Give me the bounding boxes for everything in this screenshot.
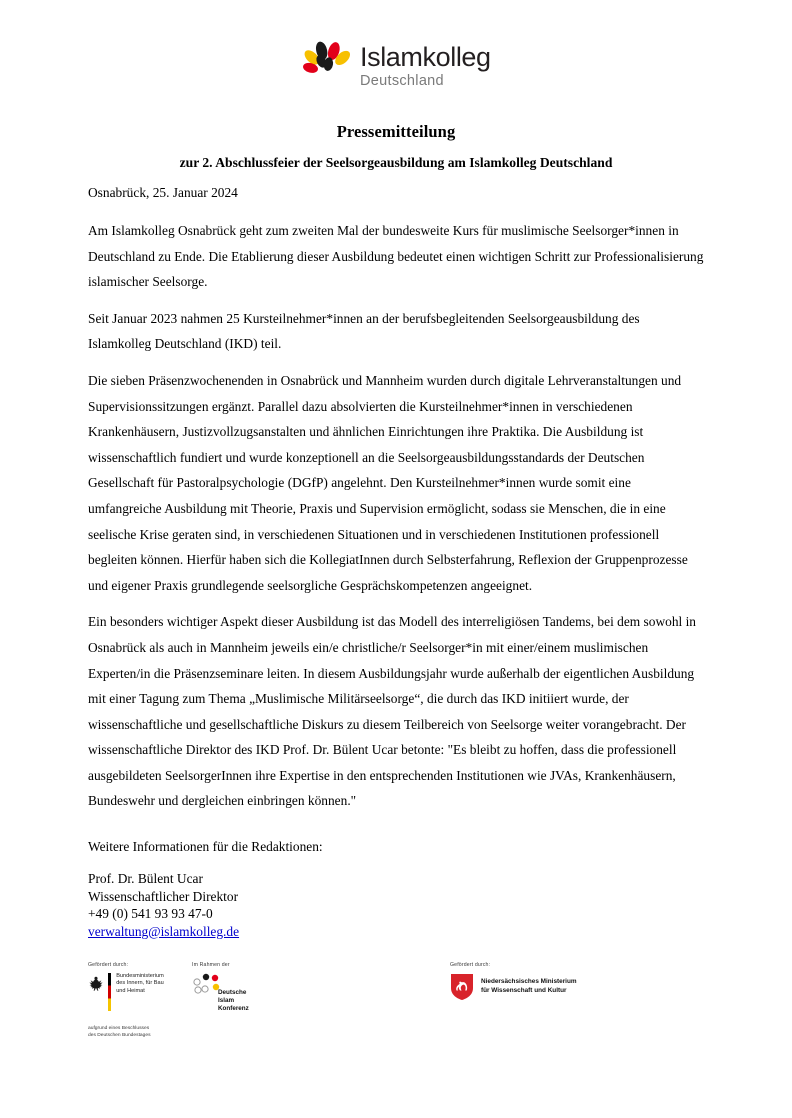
bundestag-note-line1: aufgrund eines Beschlusses bbox=[88, 1026, 150, 1031]
contact-role: Wissenschaftlicher Direktor bbox=[88, 888, 239, 904]
dik-label-line2: Islam bbox=[218, 997, 235, 1005]
bmi-label-line2: des Innern, für Bau bbox=[116, 980, 164, 987]
contact-phone: +49 (0) 541 93 93 47-0 bbox=[88, 906, 213, 922]
body-paragraph-2: Seit Januar 2023 nahmen 25 Kursteilnehmer*innen an der berufsbegleitenden Seelsorgeausbildung des Islamkolleg Deutschland (IKD) teil. bbox=[88, 310, 640, 352]
dik-label-line1: Deutsche bbox=[218, 989, 247, 996]
mwk-label-line1: Niedersächsisches Ministerium bbox=[481, 978, 577, 986]
dik-sponsor-block bbox=[192, 962, 302, 1013]
logo-title: Islamkolleg bbox=[360, 42, 491, 72]
bmi-label-line1: Bundesministerium bbox=[116, 973, 164, 979]
dateline: Osnabrück, 25. Januar 2024 bbox=[88, 185, 238, 200]
mwk-label-line2: für Wissenschaft und Kultur bbox=[481, 987, 567, 994]
german-flag-bar bbox=[108, 973, 111, 1011]
dik-label-line3: Konferenz bbox=[218, 1005, 249, 1013]
dik-caption: Im Rahmen der bbox=[192, 962, 230, 968]
mwk-caption: Gefördert durch: bbox=[450, 962, 491, 968]
document-body bbox=[88, 181, 704, 940]
document-title: Pressemitteilung bbox=[336, 122, 456, 141]
body-paragraph-3: Die sieben Präsenzwochenenden in Osnabrück und Mannheim wurden durch digitale Lehrveranstaltungen und Supervisionssitzungen ergänzt. Parallel dazu absolvierten die Kursteilnehmer*innen in verschiedenen Krankenhäusern, Justizvollzugsanstalten und ähnlichen Einrichtungen ihre Praktika. Die Ausbildung ist wissenschaftlich fundiert und wurde konzeptionell an die Seelsorgeausbildungsstandards der Deutschen Gesellschaft für Pastoralpsychologie (DGfP) angelehnt. Den Kursteilnehmer*innen wurde somit eine umfangreiche Ausbildung mit Theorie, Praxis und Supervision ermöglicht, sodass sie Menschen, die in eine seelische Krise geraten sind, in verschiedenen Situationen und in verschiedenen Institutionen professionell begleiten können. Hierfür haben sich die KollegiatInnen durch Selbsterfahrung, Reflexion der Gruppenprozesse und eigener Praxis grundlegende seelsorgliche Gesprächskompetenzen angeeignet. bbox=[88, 372, 688, 593]
document-subtitle: zur 2. Abschlussfeier der Seelsorgeausbildung am Islamkolleg Deutschland bbox=[179, 155, 613, 170]
islamkolleg-logo-mark bbox=[296, 32, 358, 94]
dik-label bbox=[218, 989, 249, 1014]
contact-heading: Weitere Informationen für die Redaktionen: bbox=[88, 839, 323, 855]
body-paragraph-1: Am Islamkolleg Osnabrück geht zum zweiten Mal der bundesweite Kurs für muslimische Seelsorger*innen in Deutschland zu Ende. Die Etablierung dieser Ausbildung bedeutet einen wichtigen Schritt zur Professionalisierung islamischer Seelsorge. bbox=[88, 223, 704, 290]
bmi-label bbox=[116, 973, 164, 995]
bmi-label-line3: und Heimat bbox=[116, 987, 145, 994]
bmi-sponsor-block bbox=[88, 962, 208, 1039]
footer-sponsor-logos bbox=[88, 962, 708, 1038]
organization-logo bbox=[0, 32, 792, 104]
mwk-sponsor-block bbox=[450, 962, 700, 1001]
bundestag-note bbox=[88, 1026, 208, 1039]
contact-block bbox=[88, 870, 704, 940]
contact-name: Prof. Dr. Bülent Ucar bbox=[88, 871, 203, 887]
mwk-label bbox=[481, 978, 577, 995]
bundesadler-eagle-icon bbox=[88, 974, 104, 991]
logo-subtitle: Deutschland bbox=[360, 73, 444, 89]
bmi-caption: Gefördert durch: bbox=[88, 962, 129, 968]
bundestag-note-line2: des Deutschen Bundestages bbox=[88, 1032, 151, 1038]
contact-email-link[interactable]: verwaltung@islamkolleg.de bbox=[88, 923, 240, 939]
body-paragraph-4: Ein besonders wichtiger Aspekt dieser Ausbildung ist das Modell des interreligiösen Tandems, bei dem sowohl in Osnabrück als auch in Mannheim jeweils ein/e christliche/r Seelsorger*in mit einer/einem muslimischen Experten/in die Präsenzseminare leiten. In diesem Ausbildungsjahr wurde außerhalb der eigentlichen Ausbildung mit einer Tagung zum Thema „Muslimische Militärseelsorge“, die durch das IKD initiiert wurde, der wissenschaftliche und gesellschaftliche Diskurs zu diesem Teilbereich von Seelsorge weiter vorangebracht. Der wissenschaftliche Direktor des IKD Prof. Dr. Bülent Ucar betonte: "Es bleibt zu hoffen, dass die professionell ausgebildeten SeelsorgerInnen ihre Expertise in den entsprechenden Institutionen wie JVAs, Krankenhäusern, Bundeswehr und dergleichen einbringen können." bbox=[88, 614, 696, 809]
lower-saxony-shield-icon bbox=[450, 973, 474, 1001]
